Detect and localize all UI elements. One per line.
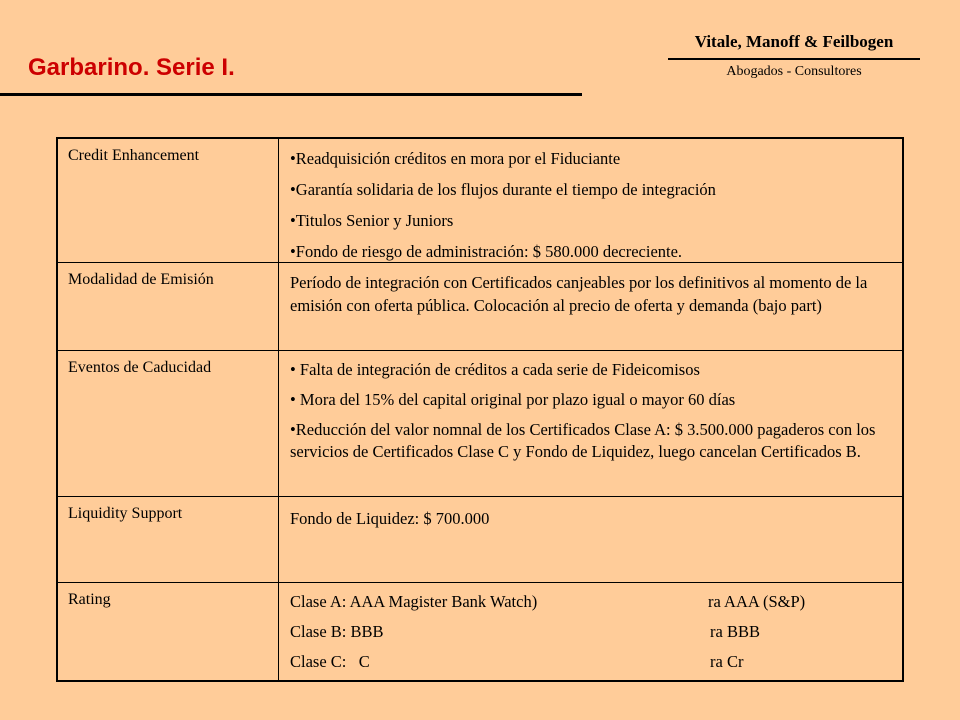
row-content [280, 139, 902, 262]
list-item: • Mora del 15% del capital original por plazo igual o mayor 60 días [290, 390, 736, 409]
title-underline [0, 93, 582, 96]
rating-line [290, 651, 892, 673]
list-item: •Readquisición créditos en mora por el Fiduciante [290, 149, 621, 168]
table-row-credit-enhancement [58, 139, 902, 263]
row-label: Liquidity Support [68, 505, 183, 522]
row-content [280, 497, 902, 582]
paragraph: Fondo de Liquidez: $ 700.000 [290, 509, 490, 528]
list-item: •Titulos Senior y Juniors [290, 211, 454, 230]
list-item: •Fondo de riesgo de administración: $ 580.000 decreciente. [290, 242, 683, 261]
rating-agency: ra BBB [710, 622, 760, 641]
list-item: •Garantía solidaria de los flujos durante el tiempo de integración [290, 180, 716, 199]
row-label: Credit Enhancement [68, 147, 200, 164]
row-label: Rating [68, 591, 111, 608]
table-row-rating [58, 583, 902, 680]
rating-class: Clase B: BBB [290, 622, 384, 641]
rating-agency: ra Cr [710, 652, 744, 671]
page-title: Garbarino. Serie I. [28, 54, 235, 81]
paragraph: Período de integración con Certificados canjeables por los definitivos al momento de la emisión con oferta pública. Colocación al precio de oferta y demanda (bajo part) [290, 273, 868, 315]
rating-class: Clase C: C [290, 652, 370, 671]
firm-block [668, 32, 920, 80]
row-content [280, 263, 902, 350]
table-row-liquidity [58, 497, 902, 583]
firm-divider [668, 58, 920, 60]
firm-subtitle: Abogados - Consultores [726, 64, 862, 79]
row-label: Eventos de Caducidad [68, 359, 212, 376]
rating-class: Clase A: AAA Magister Bank Watch) [290, 592, 538, 611]
rating-agency: ra AAA (S&P) [708, 592, 806, 611]
row-content [280, 351, 902, 496]
list-item: • Falta de integración de créditos a cada serie de Fideicomisos [290, 360, 700, 379]
row-label: Modalidad de Emisión [68, 271, 214, 288]
table-row-eventos [58, 351, 902, 497]
firm-name: Vitale, Manoff & Feilbogen [694, 32, 894, 51]
rating-line [290, 591, 892, 613]
rating-line [290, 621, 892, 643]
row-content [280, 583, 902, 680]
table-row-modalidad [58, 263, 902, 351]
list-item: •Reducción del valor nomnal de los Certificados Clase A: $ 3.500.000 pagaderos con los servicios de Certificados Clase C y Fondo de Liquidez, luego cancelan Certificados B. [290, 420, 876, 461]
terms-table [56, 137, 904, 682]
